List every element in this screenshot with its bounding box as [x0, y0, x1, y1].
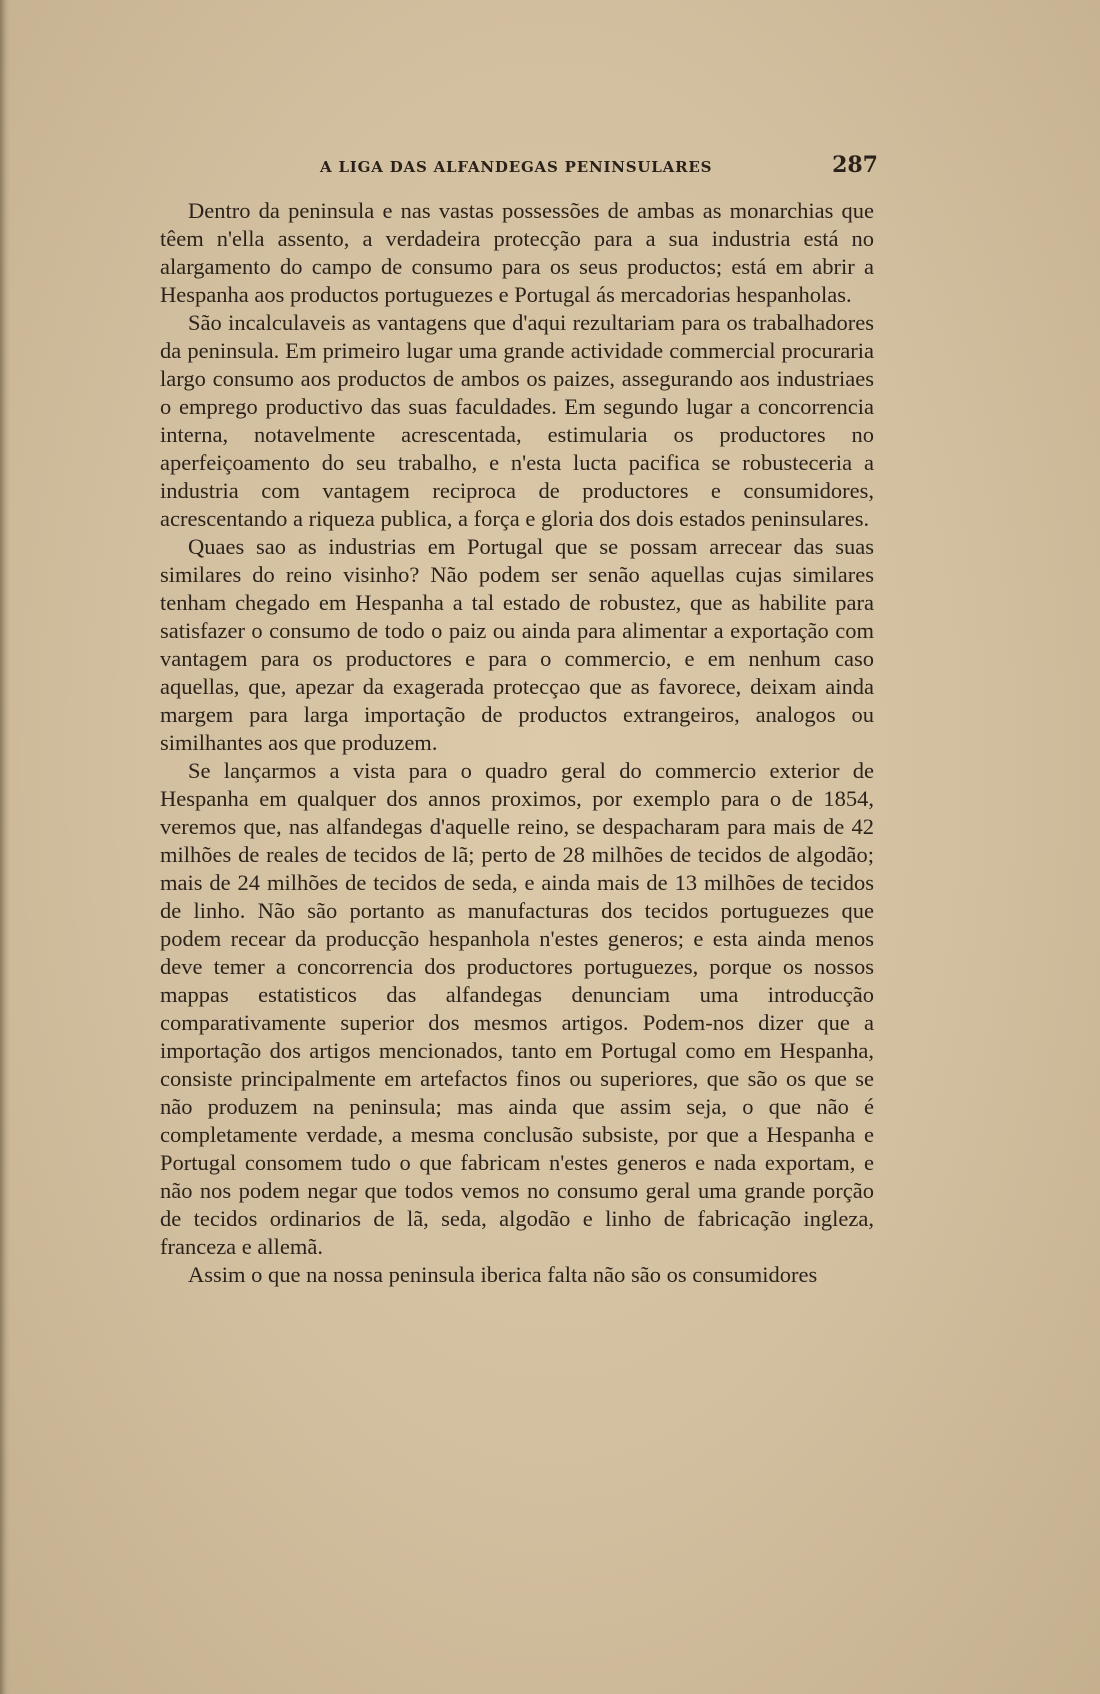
running-title: A LIGA DAS ALFANDEGAS PENINSULARES	[320, 158, 713, 176]
running-head	[160, 152, 880, 188]
paragraph-5: Assim o que na nossa peninsula iberica falta não são os consumidores	[188, 1262, 818, 1287]
paragraph-2: São incalculaveis as vantagens que d'aqui rezultariam para os trabalhadores da peninsula. Em primeiro lugar uma grande actividade commercial procuraria largo consumo aos productos de ambos os paizes, assegurando aos industriaes o emprego productivo das suas faculdades. Em segundo lugar a concorrencia interna, notavelmente acrescentada, estimularia os productores no aperfeiçoamento do seu trabalho, e n'esta lucta pacifica se robusteceria a industria com vantagem reciproca de productores e consumidores, acrescentando a riqueza publica, a força e gloria dos dois estados peninsulares.	[160, 310, 874, 531]
page-gutter-shadow	[0, 0, 10, 1694]
paragraph-1: Dentro da peninsula e nas vastas possessões de ambas as monarchias que têem n'ella assento, a verdadeira protecção para a sua industria está no alargamento do campo de consumo para os seus productos; está em abrir a Hespanha aos productos portuguezes e Portugal ás mercadorias hespanholas.	[160, 198, 874, 307]
paragraph-4: Se lançarmos a vista para o quadro geral do commercio exterior de Hespanha em qualquer dos annos proximos, por exemplo para o de 1854, veremos que, nas alfandegas d'aquelle reino, se despacharam para mais de 42 milhões de reales de tecidos de lã; perto de 28 milhões de tecidos de algodão; mais de 24 milhões de tecidos de seda, e ainda mais de 13 milhões de tecidos de linho. Não são portanto as manufacturas dos tecidos portuguezes que podem recear da producção hespanhola n'estes generos; e esta ainda menos deve temer a concorrencia dos productores portuguezes, porque os nossos mappas estatisticos das alfandegas denunciam uma introducção comparativamente superior dos mesmos artigos. Podem-nos dizer que a importação dos artigos mencionados, tanto em Portugal como em Hespanha, consiste principalmente em artefactos finos ou superiores, que são os que se não produzem na peninsula; mas ainda que assim seja, o que não é completamente verdade, a mesma conclusão subsiste, por que a Hespanha e Portugal consomem tudo o que fabricam n'estes generos e nada exportam, e não nos podem negar que todos vemos no consumo geral uma grande porção de tecidos ordinarios de lã, seda, algodão e linho de fabricação ingleza, franceza e allemã.	[160, 758, 874, 1259]
paragraph-3: Quaes sao as industrias em Portugal que se possam arrecear das suas similares do reino visinho? Não podem ser senão aquellas cujas similares tenham chegado em Hespanha a tal estado de robustez, que as habilite para satisfazer o consumo de todo o paiz ou ainda para alimentar a exportação com vantagem para os productores e para o commercio, e em nenhum caso aquellas, que, apezar da exagerada protecçao que as favorece, deixam ainda margem para larga importação de productos extrangeiros, analogos ou similhantes aos que produzem.	[160, 534, 874, 755]
page-number: 287	[832, 152, 878, 178]
body-text	[160, 197, 874, 1289]
